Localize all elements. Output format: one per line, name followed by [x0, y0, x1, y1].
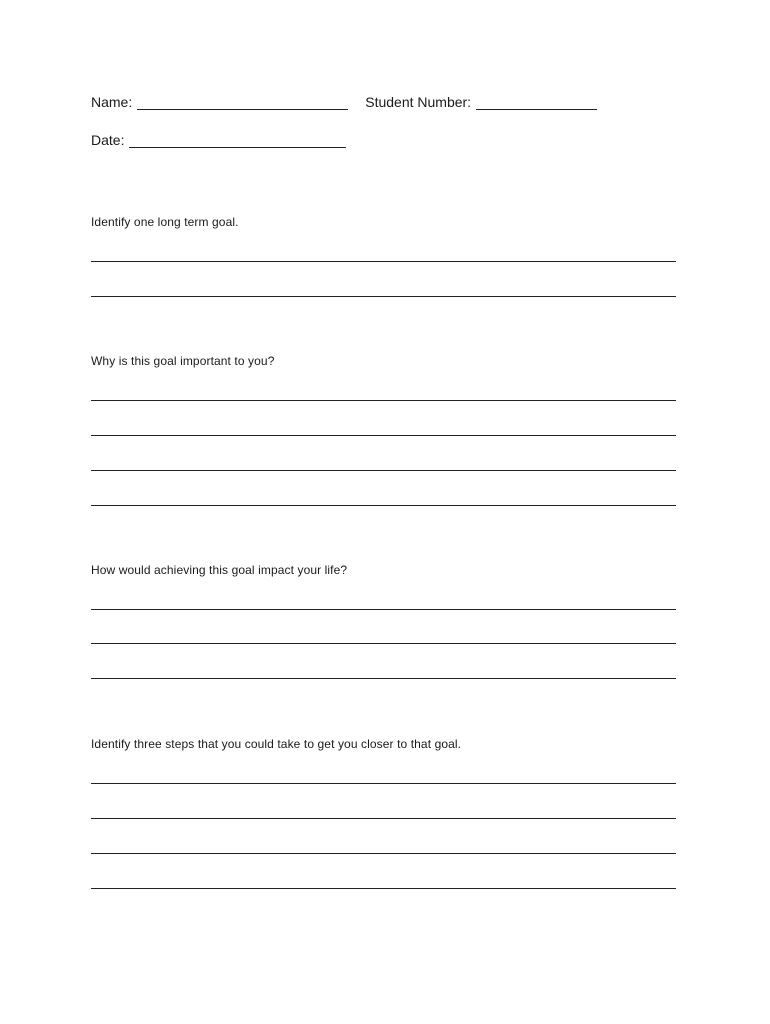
answer-line[interactable] — [91, 888, 676, 889]
answer-line[interactable] — [91, 470, 676, 471]
answer-line[interactable] — [91, 643, 676, 644]
date-label: Date: — [91, 132, 125, 148]
answer-line[interactable] — [91, 296, 676, 297]
answer-line[interactable] — [91, 853, 676, 854]
answer-line[interactable] — [91, 505, 676, 506]
question-three-steps: Identify three steps that you could take to get you closer to that goal. — [91, 737, 462, 751]
question-impact-on-life: How would achieving this goal impact your life? — [91, 563, 348, 577]
answer-line[interactable] — [91, 783, 676, 784]
question-long-term-goal: Identify one long term goal. — [91, 215, 239, 229]
name-blank-line[interactable] — [137, 97, 348, 110]
answer-line[interactable] — [91, 261, 676, 262]
header-row-top — [91, 94, 597, 110]
answer-line[interactable] — [91, 818, 676, 819]
student-number-blank-line[interactable] — [476, 97, 597, 110]
answer-line[interactable] — [91, 400, 676, 401]
answer-line[interactable] — [91, 678, 676, 679]
name-field — [91, 94, 348, 110]
date-field — [91, 132, 346, 148]
answer-line[interactable] — [91, 435, 676, 436]
answer-line[interactable] — [91, 609, 676, 610]
student-number-label: Student Number: — [365, 94, 472, 110]
name-label: Name: — [91, 94, 133, 110]
student-number-field — [365, 94, 597, 110]
header-row-date — [91, 132, 346, 148]
date-blank-line[interactable] — [129, 135, 346, 148]
question-why-important: Why is this goal important to you? — [91, 354, 275, 368]
